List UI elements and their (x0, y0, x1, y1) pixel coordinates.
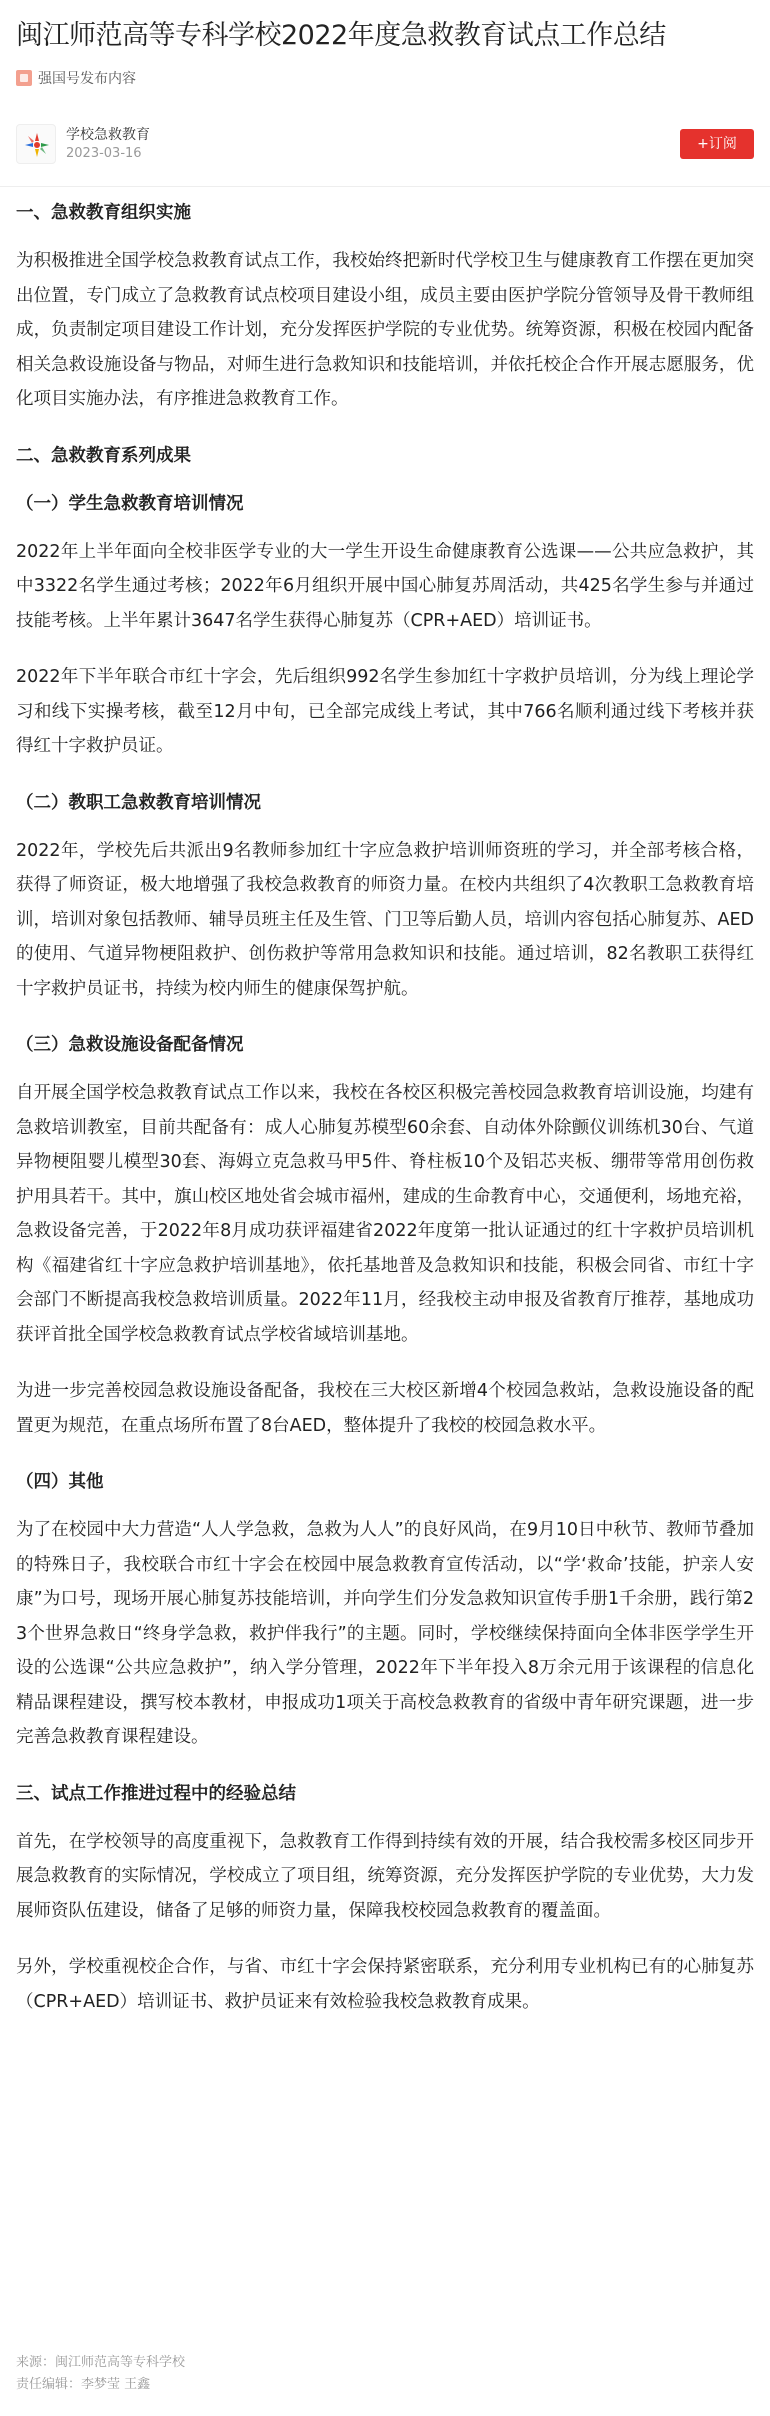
section-heading: 二、急救教育系列成果 (16, 445, 191, 466)
section-heading: （一）学生急救教育培训情况 (16, 493, 244, 514)
body-paragraph: 为积极推进全国学校急救教育试点工作，我校始终把新时代学校卫生与健康教育工作摆在更加突出位置，专门成立了急救教育试点校项目建设小组，成员主要由医护学院分管领导及骨干教师组成，负责制定项目建设工作计划，充分发挥医护学院的专业优势。统筹资源，积极在校园内配备相关急救设施设备与物品，对师生进行急救知识和技能培训，并依托校企合作开展志愿服务，优化项目实施办法，有序推进急救教育工作。 (16, 251, 754, 409)
header-divider (0, 186, 770, 187)
article-footer (16, 2352, 754, 2396)
publish-tag-icon (16, 70, 32, 86)
article-title: 闽江师范高等专科学校2022年度急救教育试点工作总结 (16, 20, 666, 51)
author-avatar[interactable] (16, 124, 56, 164)
section-heading: 三、试点工作推进过程中的经验总结 (16, 1783, 296, 1804)
body-paragraph: 2022年下半年联合市红十字会，先后组织992名学生参加红十字救护员培训，分为线上理论学习和线下实操考核，截至12月中旬，已全部完成线上考试，其中766名顺利通过线下考核并获得红十字救护员证。 (16, 667, 754, 756)
footer-source: 来源：闽江师范高等专科学校 (16, 2355, 186, 2370)
body-paragraph: 2022年上半年面向全校非医学专业的大一学生开设生命健康教育公选课——公共应急救护，其中3322名学生通过考核；2022年6月组织开展中国心肺复苏周活动，共425名学生参与并通过技能考核。上半年累计3647名学生获得心肺复苏（CPR+AED）培训证书。 (16, 541, 754, 631)
author-name[interactable]: 学校急救教育 (66, 127, 150, 143)
section-heading: 一、急救教育组织实施 (16, 203, 191, 223)
article-body (16, 196, 754, 2041)
body-paragraph: 另外，学校重视校企合作，与省、市红十字会保持紧密联系，充分利用专业机构已有的心肺复苏（CPR+AED）培训证书、救护员证来有效检验我校急救教育成果。 (16, 1957, 754, 2012)
subscribe-button[interactable]: +订阅 (680, 129, 754, 159)
body-paragraph: 自开展全国学校急救教育试点工作以来，我校在各校区积极完善校园急救教育培训设施，均建有急救培训教室，目前共配备有：成人心肺复苏模型60余套、自动体外除颤仪训练机30台、气道异物梗阻婴儿模型30套、海姆立克急救马甲5件、脊柱板10个及铝芯夹板、绷带等常用创伤救护用具若干。其中，旗山校区地处省会城市福州，建成的生命教育中心，交通便利，场地充裕，急救设备完善，于2022年8月成功获评福建省2022年度第一批认证通过的红十字救护员培训机构《福建省红十字应急救护培训基地》，依托基地普及急救知识和技能，积极会同省、市红十字会部门不断提高我校急救培训质量。2022年11月，经我校主动申报及省教育厅推荐，基地成功获评首批全国学校急救教育试点学校省域培训基地。 (16, 1083, 754, 1345)
footer-editor: 责任编辑：李梦莹 王鑫 (16, 2377, 151, 2392)
section-heading: （四）其他 (16, 1472, 104, 1492)
author-row (16, 122, 754, 166)
section-heading: （三）急救设施设备配备情况 (16, 1035, 244, 1055)
publish-date: 2023-03-16 (66, 146, 142, 161)
body-paragraph: 2022年，学校先后共派出9名教师参加红十字应急救护培训师资班的学习，并全部考核合格，获得了师资证，极大地增强了我校急救教育的师资力量。在校内共组织了4次教职工急救教育培训，培训对象包括教师、辅导员班主任及生管、门卫等后勤人员，培训内容包括心肺复苏、AED的使用、气道异物梗阻救护、创伤救护等常用急救知识和技能。通过培训，82名教职工获得红十字救护员证书，持续为校内师生的健康保驾护航。 (16, 840, 754, 999)
body-paragraph: 首先，在学校领导的高度重视下，急救教育工作得到持续有效的开展，结合我校需多校区同步开展急救教育的实际情况，学校成立了项目组，统筹资源，充分发挥医护学院的专业优势，大力发展师资队伍建设，储备了足够的师资力量，保障我校校园急救教育的覆盖面。 (16, 1831, 754, 1921)
source-tag-label: 强国号发布内容 (38, 71, 136, 87)
body-paragraph: 为进一步完善校园急救设施设备配备，我校在三大校区新增4个校园急救站，急救设施设备的配置更为规范，在重点场所布置了8台AED，整体提升了我校的校园急救水平。 (16, 1381, 754, 1436)
section-heading: （二）教职工急救教育培训情况 (16, 792, 261, 813)
body-paragraph: 为了在校园中大力营造“人人学急救，急救为人人”的良好风尚，在9月10日中秋节、教师节叠加的特殊日子，我校联合市红十字会在校园中展急救教育宣传活动，以“学‘救命’技能，护亲人安康”为口号，现场开展心肺复苏技能培训，并向学生们分发急救知识宣传手册1千余册，践行第23个世界急救日“终身学急救，救护伴我行”的主题。同时，学校继续保持面向全体非医学学生开设的公选课“公共应急救护”，纳入学分管理，2022年下半年投入8万余元用于该课程的信息化精品课程建设，撰写校本教材，申报成功1项关于高校急救教育的省级中青年研究课题，进一步完善急救教育课程建设。 (16, 1520, 754, 1747)
emblem-icon (23, 131, 51, 159)
source-tag (16, 66, 136, 90)
